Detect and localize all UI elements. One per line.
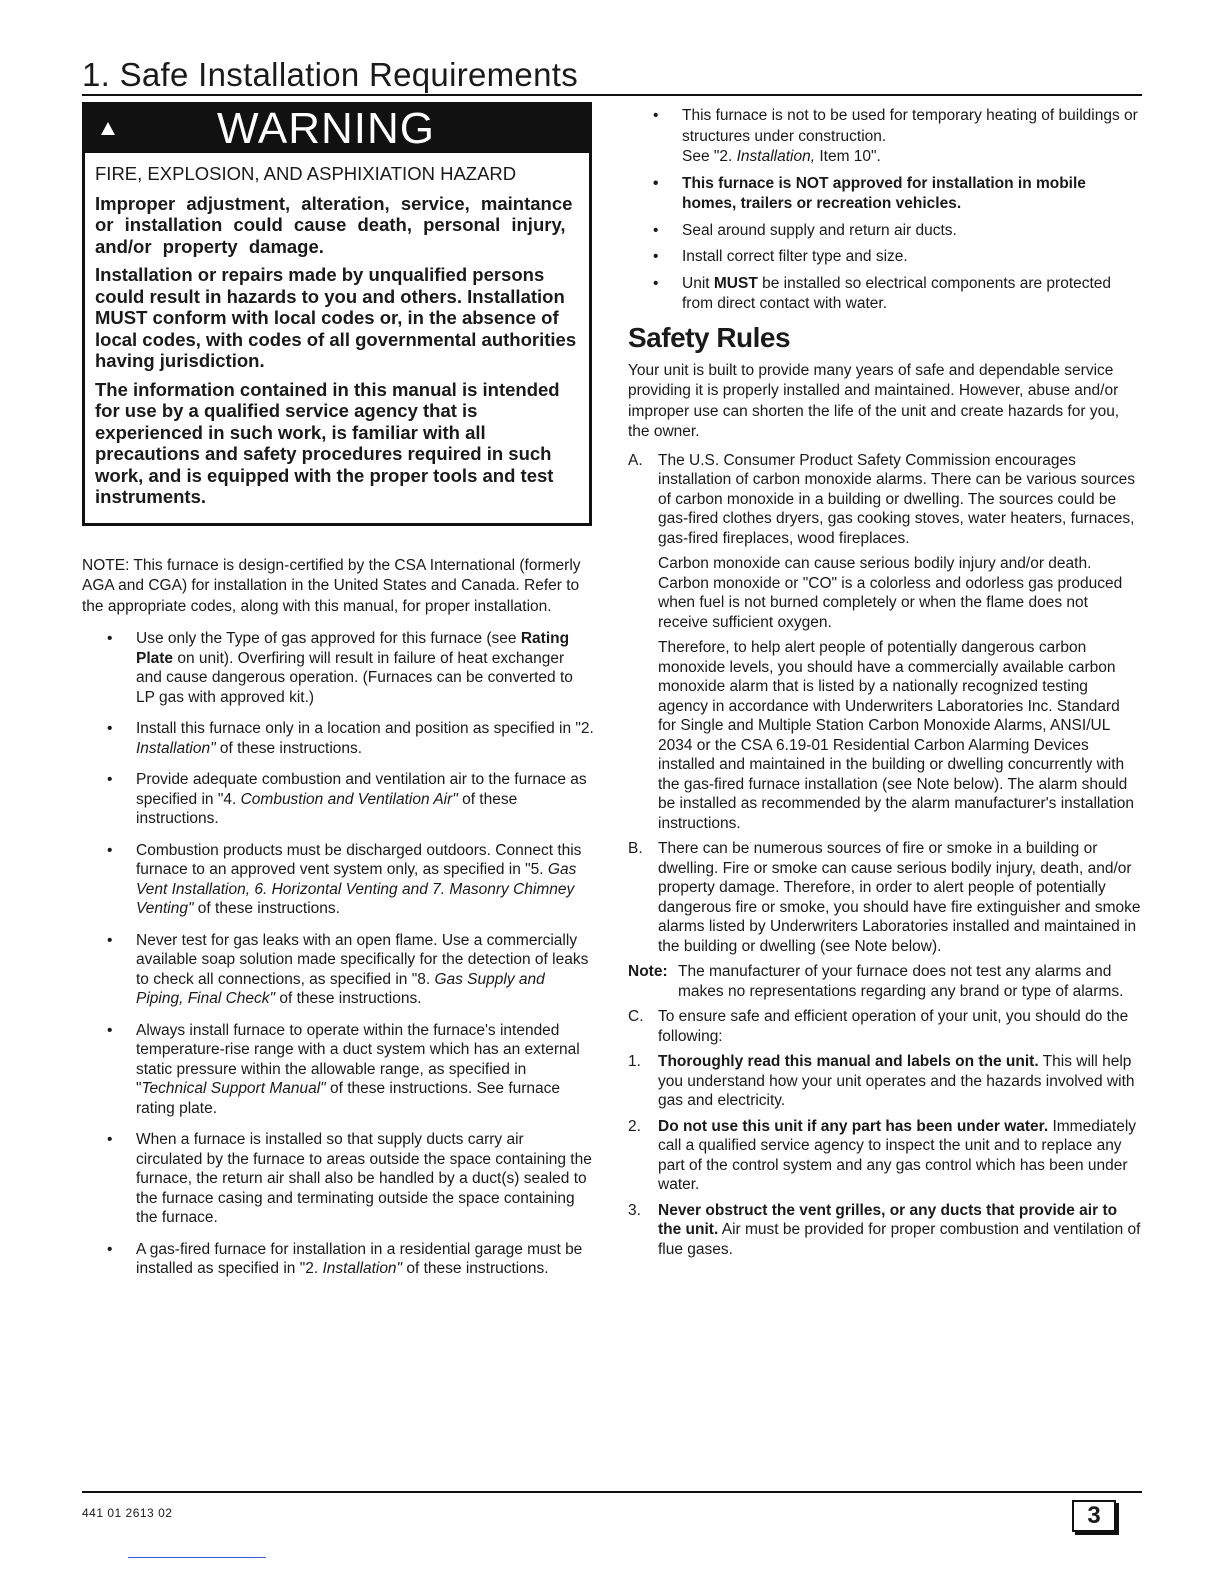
list-item <box>136 931 594 1009</box>
text: Combustion products must be discharged outdoors. Connect this furnace to an approved vent system only, as specified in "5. <box>136 841 582 878</box>
note-marker: Note: <box>628 963 668 980</box>
safety-rules-heading: Safety Rules <box>628 321 791 353</box>
paragraph: Carbon monoxide can cause serious bodily injury and/or death. Carbon monoxide or "CO" is a colorless and odorless gas produced when fuel is not burned completely or when the flame does not receive sufficient oxygen. <box>658 555 1123 631</box>
note-text: : This furnace is design-certified by the CSA International (formerly AGA and CGA) for installation in the United States and Canada. Refer to the appropriate codes, along with this manual, for proper installation. <box>82 556 581 615</box>
text-italic: Technical Support Manual" <box>141 1080 326 1097</box>
item-marker: 3. <box>628 1201 641 1219</box>
paragraph: To ensure safe and efficient operation of your unit, you should do the following: <box>658 1008 1129 1045</box>
text: Use only the Type of gas approved for this furnace (see <box>136 630 521 647</box>
list-item <box>136 841 594 919</box>
warning-paragraph: The information contained in this manual is intended for use by a qualified service agency that is experienced in such work, is familiar with all precautions and safety procedures required in such work, and is equipped with the proper tools and test instruments. <box>95 378 560 507</box>
paragraph <box>658 1201 1142 1260</box>
list-item <box>136 719 594 758</box>
safety-item-a <box>628 451 1142 834</box>
text-bold: Do not use this unit if any part has been under water. <box>658 1117 1049 1135</box>
text-bold: Never obstruct the vent grilles, or any ducts that provide air to the unit. <box>658 1201 1118 1238</box>
safety-intro: Your unit is built to provide many years of safe and dependable service providing it is properly installed and maintained. However, abuse and/or improper use can shorten the life of the unit and create hazards for you, the owner. <box>628 361 1120 440</box>
text-italic: Installation" <box>322 1260 403 1277</box>
text: of these instructions. <box>402 1260 549 1277</box>
text: of these instructions. See furnace rating plate. <box>136 1080 561 1117</box>
footer-rule <box>82 1491 1142 1493</box>
page-number-box: 3 <box>1072 1500 1116 1532</box>
item-marker: 1. <box>628 1053 641 1070</box>
safety-step-2 <box>628 1117 1142 1195</box>
hazard-title: FIRE, EXPLOSION, AND ASPHIXIATION HAZARD <box>95 163 517 184</box>
list-item <box>136 629 594 707</box>
text-italic: Combustion and Ventilation Air" <box>240 790 458 808</box>
list-item: • This furnace is NOT approved for installation in mobile homes, trailers or recreation vehicles. <box>682 174 1142 215</box>
text-bold: MUST <box>713 274 758 292</box>
list-item <box>136 1021 594 1119</box>
text: Item 10". <box>815 148 881 165</box>
note-paragraph <box>82 556 594 618</box>
item-marker: 2. <box>628 1117 641 1135</box>
text: be installed so electrical components are protected from direct contact with water. <box>682 274 1112 312</box>
item-marker: B. <box>628 840 643 857</box>
text-italic: Gas Vent Installation, 6. Horizontal Venting and 7. Masonry Chimney Venting" <box>136 861 577 917</box>
text: of these instructions. <box>275 990 422 1007</box>
text-italic: Gas Supply and Piping, Final Check" <box>136 970 545 1007</box>
text: Immediately call a qualified service agency to inspect the unit and to replace any part of the control system and any gas control which has been under water. <box>658 1117 1137 1193</box>
text-bold: Thoroughly read this manual and labels on the unit. <box>658 1053 1039 1070</box>
list-item <box>682 274 1142 315</box>
warning-triangle-icon <box>101 122 115 135</box>
text-bold: Rating Plate <box>136 630 570 667</box>
left-column <box>82 102 594 1291</box>
text: This will help you understand how your unit operates and the hazards involved with gas and electricity. <box>658 1053 1135 1109</box>
installation-bullets <box>82 629 594 1279</box>
text: Install this furnace only in a location and position as specified in "2. <box>136 720 594 737</box>
note-text: The manufacturer of your furnace does not test any alarms and makes no representations regarding any brand or type of alarms. <box>678 963 1124 1000</box>
text-italic: Installation" <box>136 739 216 757</box>
right-column <box>628 106 1142 1265</box>
text: of these instructions. <box>136 790 518 827</box>
list-item: • When a furnace is installed so that supply ducts carry air circulated by the furnace to areas outside the space containing the furnace, the return air shall also be handled by a duct(s) sealed to the furnace casing and terminating outside the space containing the furnace. <box>136 1130 594 1228</box>
furnace-bullets <box>628 106 1142 315</box>
warning-body <box>85 153 589 523</box>
text: Always install furnace to operate within the furnace's intended temperature-rise range with a duct system which has an external static pressure within the allowable range, as specified in " <box>136 1021 580 1097</box>
document-number: 441 01 2613 02 <box>82 1506 173 1520</box>
text: See "2. <box>682 148 737 165</box>
text: on unit). Overfiring will result in failure of heat exchanger and cause dangerous operation. (Furnaces can be converted to LP gas with approved kit.) <box>136 649 573 706</box>
text: Provide adequate combustion and ventilation air to the furnace as specified in "4. <box>136 771 587 808</box>
warning-banner <box>85 105 589 153</box>
item-marker: C. <box>628 1008 644 1025</box>
item-marker: A. <box>628 451 643 469</box>
text: of these instructions. <box>193 900 340 917</box>
paragraph: There can be numerous sources of fire or smoke in a building or dwelling. Fire or smoke can cause serious bodily injury, death, and/or property damage. Therefore, in order to alert people of potentially dangerous fire or smoke, you should have fire extinguisher and smoke alarms listed by Underwriters Laboratories installed and maintained in the building or dwelling (see Note below). <box>658 840 1141 955</box>
list-item <box>136 1240 594 1279</box>
underline-artifact <box>128 1557 266 1558</box>
text: A gas-fired furnace for installation in a residential garage must be installed as specified in "2. <box>136 1240 583 1277</box>
warning-paragraph: Improper adjustment, alteration, service, maintance or installation could cause death, personal injury, and/or property damage. <box>95 192 573 257</box>
text: Unit <box>682 274 714 292</box>
warning-box <box>82 102 592 526</box>
note-label: NOTE <box>82 556 126 574</box>
paragraph: Therefore, to help alert people of potentially dangerous carbon monoxide levels, you should have a commercially available carbon monoxide alarm that is listed by a nationally recognized testing agency in accordance with Underwriters Laboratories Inc. Standard for Single and Multiple Station Carbon Monoxide Alarms, ANSI/UL 2034 or the CSA 6.19-01 Residential Carbon Alarming Devices installed and maintained in the building or dwelling concurrently with the gas-fired furnace installation (see Note below). The alarm should be installed as recommended by the alarm manufacturer's installation instructions. <box>658 639 1134 832</box>
safety-step-1 <box>628 1052 1142 1111</box>
page-title: 1. Safe Installation Requirements <box>82 56 1142 96</box>
warning-paragraph: Installation or repairs made by unqualified persons could result in hazards to you and others. Installation MUST conform with local codes or, in the absence of local codes, with codes of all governmental authorities having jurisdiction. <box>95 264 577 371</box>
alarm-note <box>628 962 1142 1001</box>
paragraph: The U.S. Consumer Product Safety Commission encourages installation of carbon monoxide alarms. There can be various sources of carbon monoxide in a building or dwelling. The sources could be gas-fired clothes dryers, gas cooking stoves, water heaters, furnaces, gas-fired fireplaces, wood fireplaces. <box>658 451 1136 547</box>
safety-step-3 <box>628 1201 1142 1260</box>
list-item: • Seal around supply and return air ducts. <box>682 221 1142 242</box>
paragraph <box>658 1117 1142 1195</box>
text-italic: Installation, <box>736 148 816 165</box>
safety-item-b <box>628 839 1142 956</box>
text: of these instructions. <box>215 739 363 757</box>
text: Air must be provided for proper combustion and ventilation of flue gases. <box>658 1221 1141 1258</box>
list-item <box>136 770 594 829</box>
warning-label: WARNING <box>217 104 436 153</box>
text: Never test for gas leaks with an open flame. Use a commercially available soap solution made specifically for the detection of leaks to check all connections, as specified in "8. <box>136 931 589 988</box>
text: This furnace is not to be used for temporary heating of buildings or structures under construction. <box>682 107 1138 145</box>
paragraph <box>658 1052 1142 1111</box>
safety-item-c <box>628 1007 1142 1046</box>
list-item: • Install correct filter type and size. <box>682 247 1142 268</box>
list-item <box>682 106 1142 168</box>
